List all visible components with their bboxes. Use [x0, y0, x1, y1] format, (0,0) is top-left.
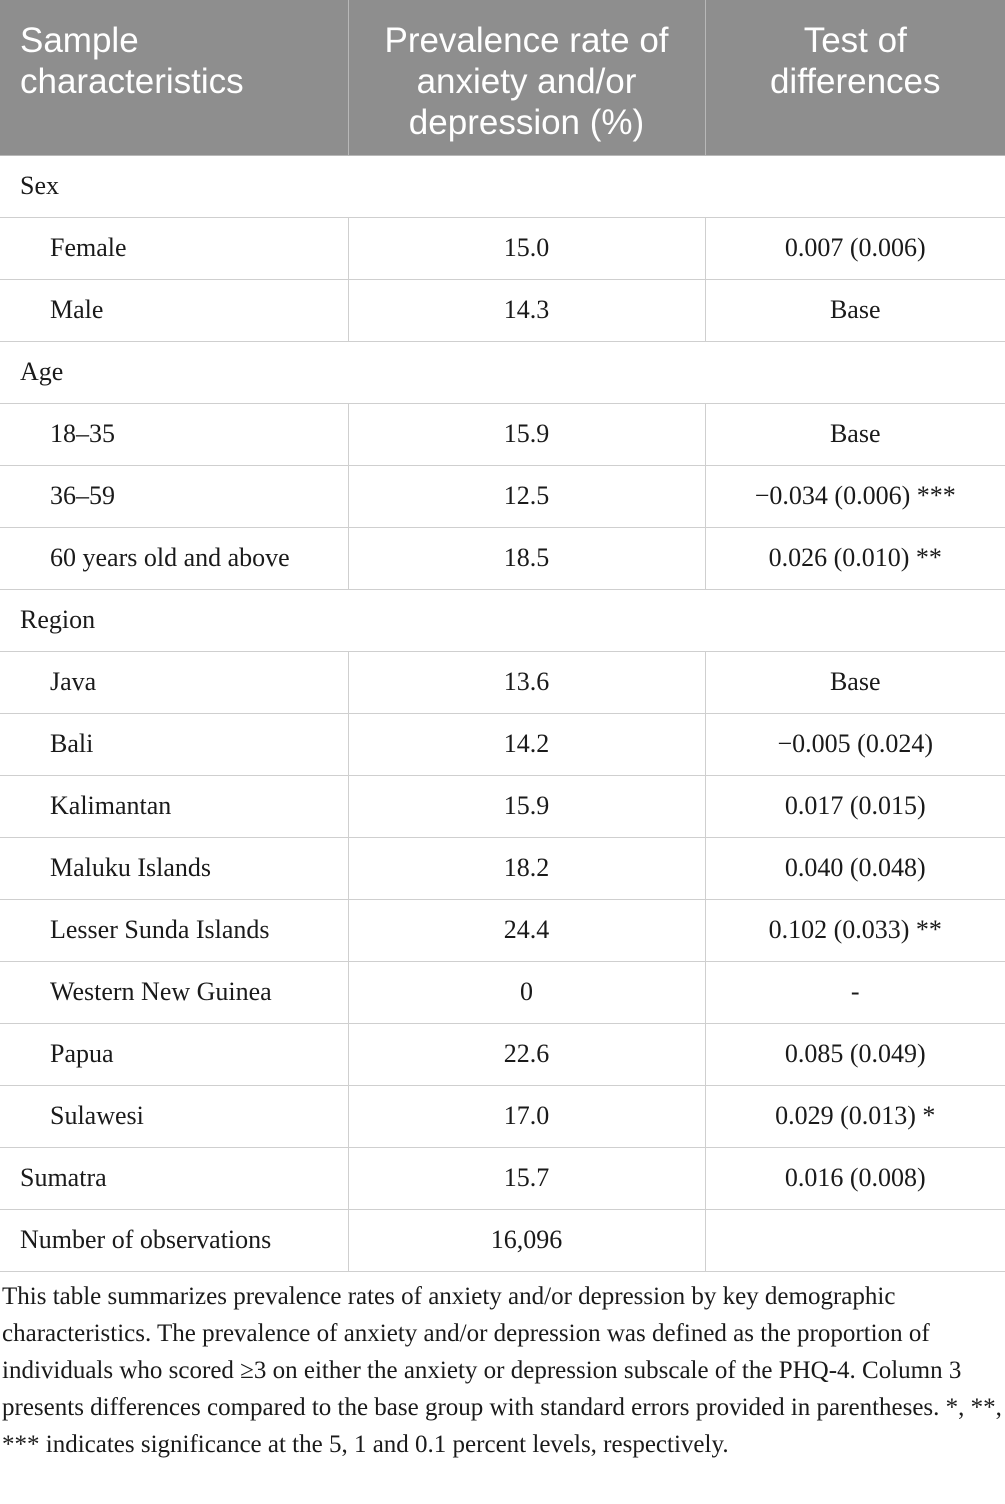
test-of-differences-cell: 0.085 (0.049) — [705, 1023, 1005, 1085]
prevalence-cell: 15.0 — [348, 217, 705, 279]
test-of-differences-cell — [705, 1209, 1005, 1271]
header-test-of-differences: Test of differences — [705, 0, 1005, 155]
group-label: Sex — [0, 155, 1005, 217]
table-group-row — [0, 155, 1005, 217]
test-of-differences-cell: Base — [705, 403, 1005, 465]
prevalence-cell: 15.7 — [348, 1147, 705, 1209]
table-row — [0, 961, 1005, 1023]
characteristic-cell: Male — [0, 279, 348, 341]
table-row — [0, 465, 1005, 527]
test-of-differences-cell: 0.007 (0.006) — [705, 217, 1005, 279]
table-row — [0, 899, 1005, 961]
prevalence-cell: 22.6 — [348, 1023, 705, 1085]
table-row — [0, 403, 1005, 465]
test-of-differences-cell: 0.102 (0.033) ** — [705, 899, 1005, 961]
characteristic-cell: Maluku Islands — [0, 837, 348, 899]
group-label: Age — [0, 341, 1005, 403]
prevalence-cell: 18.5 — [348, 527, 705, 589]
test-of-differences-cell: - — [705, 961, 1005, 1023]
characteristic-cell: Number of observations — [0, 1209, 348, 1271]
prevalence-cell: 14.3 — [348, 279, 705, 341]
prevalence-cell: 24.4 — [348, 899, 705, 961]
table-group-row — [0, 589, 1005, 651]
characteristic-cell: Kalimantan — [0, 775, 348, 837]
header-sample-characteristics: Sample characteristics — [0, 0, 348, 155]
prevalence-cell: 18.2 — [348, 837, 705, 899]
table-footnote: This table summarizes prevalence rates of anxiety and/or depression by key demographic characteristics. The prevalence of anxiety and/or depression was defined as the proportion of individuals who scored ≥3 on either the anxiety or depression subscale of the PHQ-4. Column 3 presents differences compared to the base group with standard errors provided in parentheses. *, **, *** indicates significance at the 5, 1 and 0.1 percent levels, respectively. — [2, 1282, 1002, 1458]
characteristic-cell: Sumatra — [0, 1147, 348, 1209]
prevalence-cell: 16,096 — [348, 1209, 705, 1271]
prevalence-cell: 17.0 — [348, 1085, 705, 1147]
test-of-differences-cell: −0.005 (0.024) — [705, 713, 1005, 775]
group-label: Region — [0, 589, 1005, 651]
prevalence-cell: 0 — [348, 961, 705, 1023]
table-row — [0, 1085, 1005, 1147]
characteristic-cell: Sulawesi — [0, 1085, 348, 1147]
characteristic-cell: Female — [0, 217, 348, 279]
prevalence-cell: 13.6 — [348, 651, 705, 713]
characteristic-cell: Java — [0, 651, 348, 713]
table-row — [0, 837, 1005, 899]
test-of-differences-cell: Base — [705, 279, 1005, 341]
test-of-differences-cell: 0.040 (0.048) — [705, 837, 1005, 899]
table-row — [0, 775, 1005, 837]
test-of-differences-cell: −0.034 (0.006) *** — [705, 465, 1005, 527]
characteristic-cell: Western New Guinea — [0, 961, 348, 1023]
table-row — [0, 651, 1005, 713]
characteristic-cell: Bali — [0, 713, 348, 775]
characteristic-cell: Lesser Sunda Islands — [0, 899, 348, 961]
table-group-row — [0, 341, 1005, 403]
table-row — [0, 279, 1005, 341]
test-of-differences-cell: 0.016 (0.008) — [705, 1147, 1005, 1209]
table-row — [0, 1209, 1005, 1271]
prevalence-cell: 14.2 — [348, 713, 705, 775]
test-of-differences-cell: 0.017 (0.015) — [705, 775, 1005, 837]
test-of-differences-cell: 0.029 (0.013) * — [705, 1085, 1005, 1147]
header-row — [0, 0, 1005, 155]
header-prevalence-rate: Prevalence rate of anxiety and/or depression (%) — [348, 0, 705, 155]
table-row — [0, 217, 1005, 279]
table-row — [0, 1023, 1005, 1085]
prevalence-cell: 15.9 — [348, 775, 705, 837]
characteristic-cell: 36–59 — [0, 465, 348, 527]
table-row — [0, 713, 1005, 775]
prevalence-cell: 12.5 — [348, 465, 705, 527]
test-of-differences-cell: 0.026 (0.010) ** — [705, 527, 1005, 589]
test-of-differences-cell: Base — [705, 651, 1005, 713]
table-row — [0, 1147, 1005, 1209]
characteristic-cell: 60 years old and above — [0, 527, 348, 589]
characteristic-cell: 18–35 — [0, 403, 348, 465]
table-body — [0, 155, 1005, 1271]
characteristic-cell: Papua — [0, 1023, 348, 1085]
prevalence-cell: 15.9 — [348, 403, 705, 465]
table-row — [0, 527, 1005, 589]
table-header — [0, 0, 1005, 155]
